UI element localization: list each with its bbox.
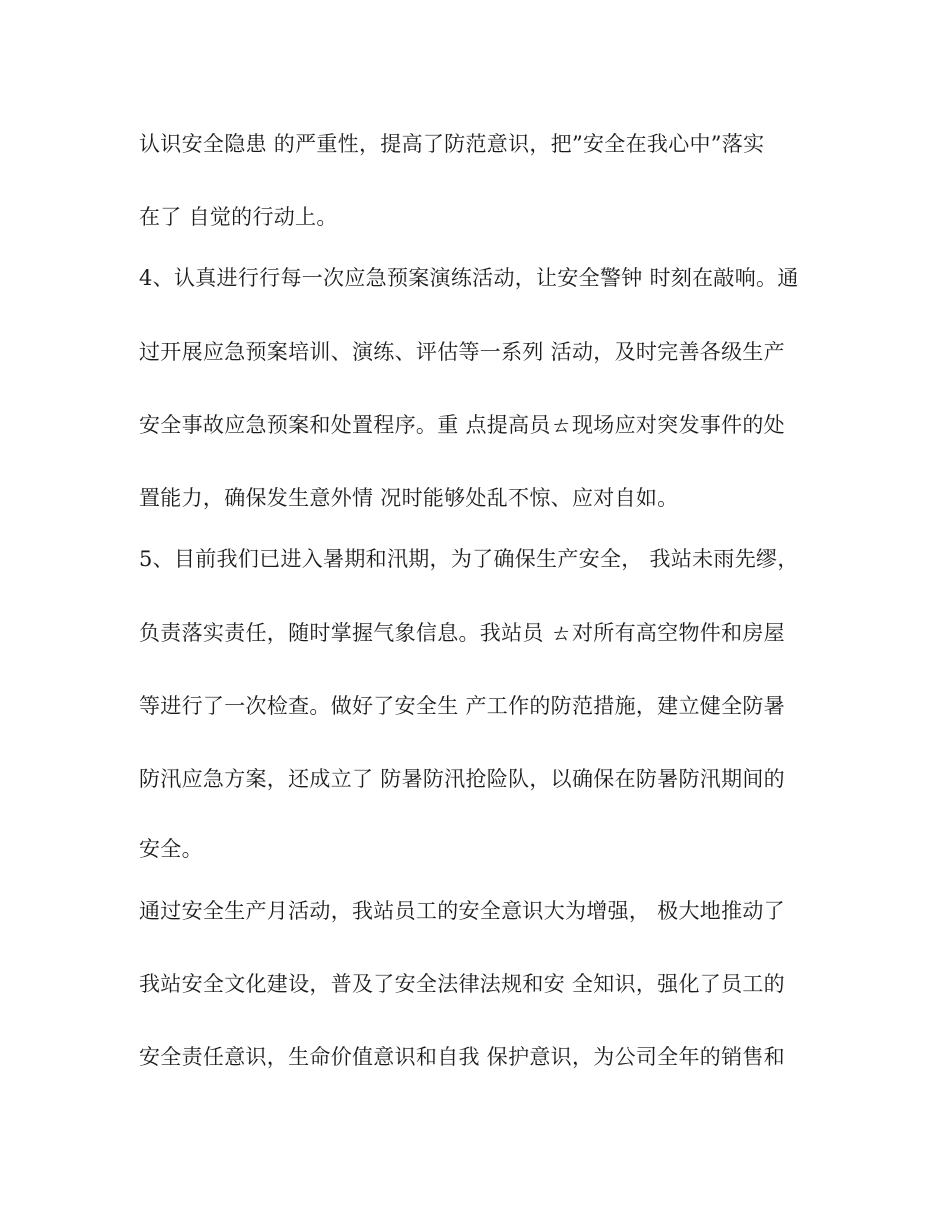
- body-text-line: 等进行了一次检查。做好了安全生 产工作的防范措施，建立健全防暑: [139, 694, 785, 718]
- body-text-line: 我站安全文化建设，普及了安全法律法规和安 全知识，强化了员工的: [139, 972, 785, 996]
- body-text-line: 认识安全隐患 的严重性，提高了防范意识，把”安全在我心中”落实: [139, 132, 765, 156]
- body-text-line: 安全。: [139, 837, 203, 861]
- body-text-line: 防汛应急方案，还成立了 防暑防汛抢险队，以确保在防暑防汛期间的: [139, 767, 785, 791]
- body-text-line: 负责落实责任，随时掌握气象信息。我站员 ㄊ对所有高空物件和房屋: [139, 621, 785, 645]
- body-text-line: 4、认真进行行每一次应急预案演练活动，让安全警钟 时刻在敲响。通: [139, 266, 799, 290]
- body-text-line: 在了 自觉的行动上。: [139, 205, 338, 229]
- body-text-line: 5、目前我们已进入暑期和汛期，为了确保生产安全， 我站未雨先缪，: [139, 547, 799, 571]
- body-text-line: 过开展应急预案培训、演练、评估等一系列 活动，及时完善各级生产: [139, 340, 785, 364]
- body-text-line: 通过安全生产月活动，我站员工的安全意识大为增强， 极大地推动了: [139, 899, 785, 923]
- body-text-line: 安全事故应急预案和处置程序。重 点提高员ㄊ现场应对突发事件的处: [139, 413, 785, 437]
- body-text-line: 置能力，确保发生意外情 况时能够处乱不惊、应对自如。: [139, 486, 679, 510]
- body-text-line: 安全责任意识，生命价值意识和自我 保护意识，为公司全年的销售和: [139, 1045, 785, 1069]
